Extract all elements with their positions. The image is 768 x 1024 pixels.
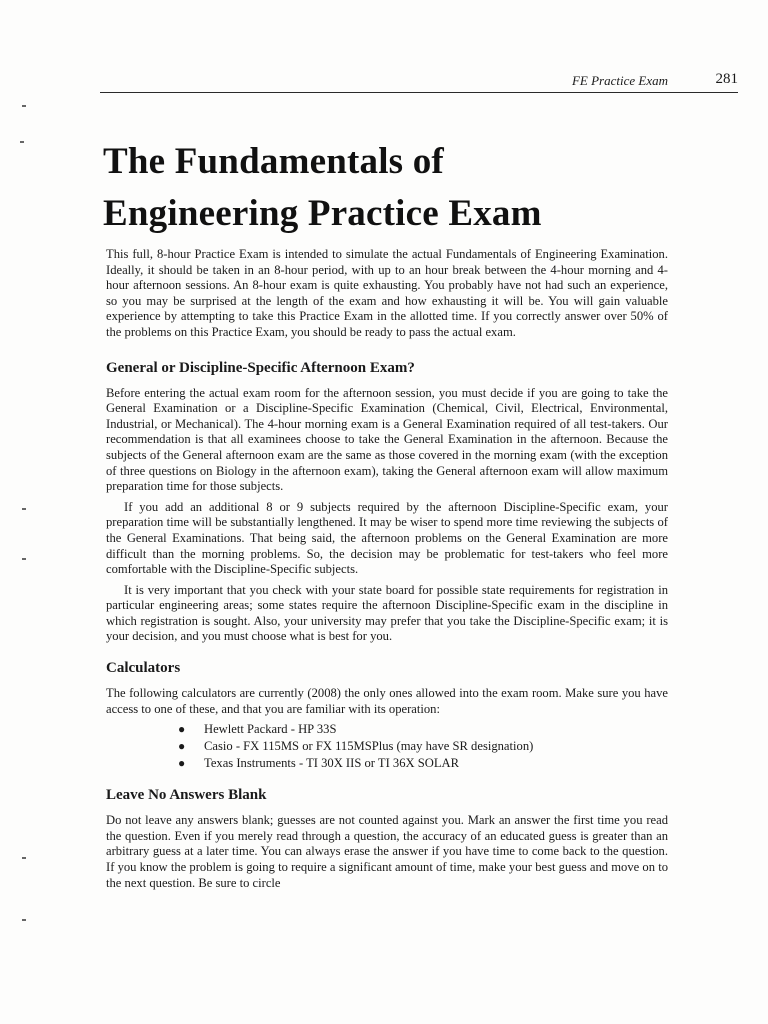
bullet-icon: ● (178, 756, 186, 771)
page-header (100, 72, 738, 93)
bullet-icon: ● (178, 722, 186, 737)
scan-mark (22, 508, 26, 510)
body-content (106, 247, 668, 891)
running-head: FE Practice Exam (571, 73, 668, 88)
paragraph: It is very important that you check with your state board for possible state requirements for registration in particular engineering areas; some states require the afternoon Discipline-Specific exam in the discipline in which registration is sought. Also, your university may prefer that you take the Discipline-Specific exam; it is your decision, and you must choose what is best for you. (106, 582, 668, 644)
paragraph: If you add an additional 8 or 9 subjects required by the afternoon Discipline-Specific exam, your preparation time will be substantially lengthened. It may be wiser to spend more time reviewing the subjects of the General Examinations. That being said, the afternoon problems on the General Examination are more difficult than the morning problems. So, the decision may be problematic for test-takers who feel more comfortable with the Discipline-Specific subjects. (106, 499, 668, 577)
list-item: ● Casio - FX 115MS or FX 115MSPlus (may have SR designation) (178, 739, 534, 754)
section-leave-no-answers-blank (106, 786, 668, 891)
intro-paragraph: This full, 8-hour Practice Exam is intended to simulate the actual Fundamentals of Engineering Examination. Ideally, it should be taken in an 8-hour period, with up to an hour break between the 4-hour morning and 4-hour afternoon sessions. An 8-hour exam is quite exhausting. You probably have not had such an experience, so you may be surprised at the length of the exam and how exhausting it will be. You will gain valuable experience by attempting to take this Practice Exam in the allotted time. If you correctly answer over 50% of the problems on this Practice Exam, you should be ready to pass the actual exam. (106, 247, 668, 339)
section-heading: General or Discipline-Specific Afternoon Exam? (106, 359, 415, 376)
scan-mark (22, 919, 26, 921)
section-calculators (106, 659, 668, 772)
chapter-title-line-1: The Fundamentals of (103, 141, 444, 182)
scan-mark (22, 105, 26, 107)
chapter-title-line-2: Engineering Practice Exam (103, 193, 542, 234)
chapter-title (103, 136, 723, 240)
list-item: ● Texas Instruments - TI 30X IIS or TI 36X SOLAR (178, 756, 460, 771)
paragraph: Before entering the actual exam room for the afternoon session, you must decide if you are going to take the General Examination or a Discipline-Specific Examination (Chemical, Civil, Electrical, Environmental, Industrial, or Mechanical). The 4-hour morning exam is a General Examination required of all test-takers. Our recommendation is that all examinees choose to take the General Examination in the afternoon. Because the subjects of the General afternoon exam are the same as those covered in the morning exam (with the exception of three questions on Biology in the afternoon exam), taking the General afternoon exam will allow maximum preparation time for those subjects. (106, 385, 668, 494)
scan-mark (20, 141, 24, 143)
bullet-icon: ● (178, 739, 186, 754)
paragraph: The following calculators are currently (2008) the only ones allowed into the exam room. Make sure you have access to one of these, and that you are familiar with its operation: (106, 686, 668, 716)
section-heading: Leave No Answers Blank (106, 787, 267, 804)
calculator-list (106, 721, 668, 772)
scan-mark (22, 558, 26, 560)
section-afternoon-exam (106, 359, 668, 646)
scan-mark (22, 857, 26, 859)
paragraph: Do not leave any answers blank; guesses are not counted against you. Mark an answer the first time you read the question. Even if you merely read through a question, the accuracy of an educated guess is greater than an arbitrary guess at a later time. You can always erase the answer if you have time to come back to the question. If you know the problem is going to require a significant amount of time, make your best guess and move on to the next question. Be sure to circle (106, 813, 668, 890)
list-item: ● Hewlett Packard - HP 33S (178, 722, 337, 737)
section-heading: Calculators (106, 660, 181, 677)
page-number: 281 (715, 71, 738, 87)
